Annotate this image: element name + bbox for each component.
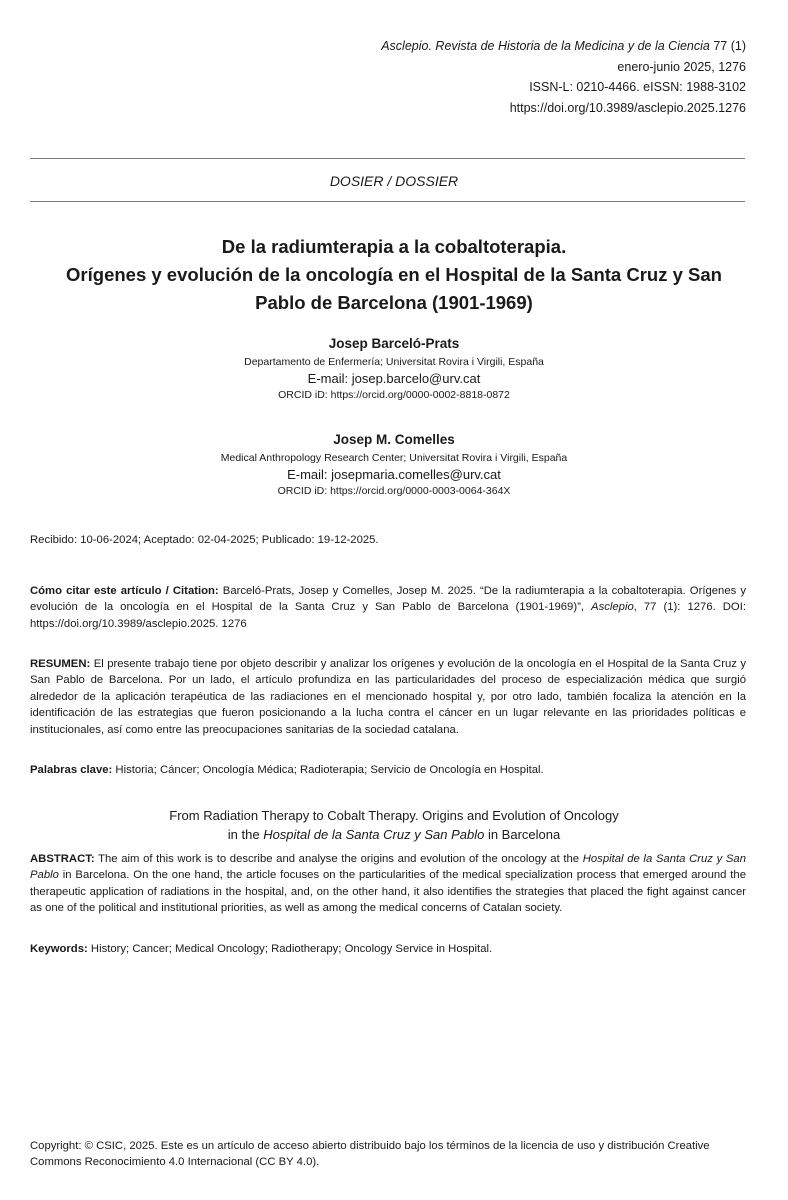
- author-email[interactable]: E-mail: josepmaria.comelles@urv.cat: [287, 467, 501, 482]
- keywords-label: Keywords:: [30, 943, 88, 955]
- keywords-text: History; Cancer; Medical Oncology; Radiotherapy; Oncology Service in Hospital.: [87, 943, 493, 955]
- keywords-block: [30, 941, 746, 957]
- author-block-1: [0, 334, 788, 403]
- citation-text: Barceló-Prats, Josep y Comelles, Josep M. 2025. “De la radiumterapia a la cobaltoterapia. Orígenes y evolución de la oncología en el Hospital de la Santa Cruz y San Pablo de Barcelona (1901-1969)”,: [30, 585, 746, 614]
- resumen-block: [30, 656, 746, 738]
- resumen-text: El presente trabajo tiene por objeto describir y analizar los orígenes y evolución de la oncología en el Hospital de la Santa Cruz y San Pablo de Barcelona. Por un lado, el artículo profundiza en las particularidades del proceso de especialización médica que surgió alrededor de la aplicación terapéutica de las radiaciones en el mencionado hospital y, por otro lado, también focaliza la atención en la identificación de las estrategias que fueron posicionando a la lucha contra el cáncer en un lugar relevante en las prioridades políticas e institucionales, así como entre las preocupaciones sanitarias de la sociedad catalana.: [30, 658, 746, 736]
- author-block-2: [0, 430, 788, 499]
- english-title-italic: Hospital de la Santa Cruz y San Pablo: [263, 827, 485, 842]
- citation-block: [30, 583, 746, 632]
- journal-volume: 77 (1): [713, 39, 746, 53]
- author-affiliation: Departamento de Enfermería; Universitat Rovira i Virgili, España: [244, 356, 544, 368]
- issue-line: enero-junio 2025, 1276: [617, 59, 746, 74]
- citation-journal: Asclepio: [591, 601, 634, 614]
- issn-line: ISSN-L: 0210-4466. eISSN: 1988-3102: [529, 80, 746, 94]
- title-line-2: Orígenes y evolución de la oncología en el Hospital de la Santa Cruz y San: [66, 264, 722, 285]
- dates-line: Recibido: 10-06-2024; Aceptado: 02-04-2025; Publicado: 19-12-2025.: [30, 534, 379, 546]
- journal-line: [381, 36, 746, 57]
- section-rule-top: [30, 158, 745, 159]
- author-affiliation: Medical Anthropology Research Center; Universitat Rovira i Virgili, España: [220, 452, 568, 464]
- title-line-3: Pablo de Barcelona (1901-1969): [255, 292, 533, 313]
- english-title-text-end: in Barcelona: [484, 827, 561, 842]
- journal-header: [381, 36, 746, 118]
- citation-text-end: , 77 (1): 1276. DOI: https://doi.org/10.3989/asclepio.2025. 1276: [30, 601, 746, 630]
- palabras-clave-label: Palabras clave:: [30, 764, 113, 776]
- abstract-block: [30, 851, 746, 917]
- palabras-clave-text: Historia; Cáncer; Oncología Médica; Radioterapia; Servicio de Oncología en Hospital.: [112, 764, 544, 776]
- article-title: [20, 233, 768, 317]
- doi-link[interactable]: https://doi.org/10.3989/asclepio.2025.1276: [509, 100, 746, 115]
- citation-label: Cómo citar este artículo / Citation:: [30, 585, 219, 597]
- journal-name: Asclepio. Revista de Historia de la Medicina y de la Ciencia: [381, 39, 710, 53]
- abstract-italic: Hospital de la Santa Cruz y San Pablo: [30, 853, 746, 882]
- copyright-notice: Copyright: © CSIC, 2025. Este es un artículo de acceso abierto distribuido bajo los términos de la licencia de uso y distribución Creative Commons Reconocimiento 4.0 Internacional (CC BY 4.0).: [30, 1140, 710, 1169]
- english-title-text: in the: [227, 827, 264, 842]
- abstract-label: ABSTRACT:: [30, 853, 95, 865]
- author-name: Josep Barceló-Prats: [328, 336, 460, 351]
- author-orcid[interactable]: ORCID iD: https://orcid.org/0000-0002-8818-0872: [278, 389, 510, 401]
- english-title-line-1: From Radiation Therapy to Cobalt Therapy. Origins and Evolution of Oncology: [169, 808, 619, 823]
- english-title: [0, 806, 788, 844]
- abstract-text-end: in Barcelona. On the one hand, the article focuses on the particularities of the medical specialization process that emerged around the therapeutic application of radiations in the hospital, and, on the other hand, it also identifies the strategies that placed the fight against cancer as one of the political and institutional priorities, as well as among the medical concerns of Catalan society.: [30, 869, 746, 915]
- author-email[interactable]: E-mail: josep.barcelo@urv.cat: [307, 371, 481, 386]
- palabras-clave-block: [30, 762, 746, 778]
- abstract-text: The aim of this work is to describe and analyse the origins and evolution of the oncology at the: [94, 853, 583, 865]
- english-title-line-2: [0, 825, 788, 844]
- section-rule-bottom: [30, 201, 745, 202]
- author-orcid[interactable]: ORCID iD: https://orcid.org/0000-0003-0064-364X: [277, 485, 511, 497]
- section-label: DOSIER / DOSSIER: [329, 173, 459, 189]
- author-name: Josep M. Comelles: [333, 432, 455, 447]
- title-line-1: De la radiumterapia a la cobaltoterapia.: [221, 236, 567, 257]
- resumen-label: RESUMEN:: [30, 658, 91, 670]
